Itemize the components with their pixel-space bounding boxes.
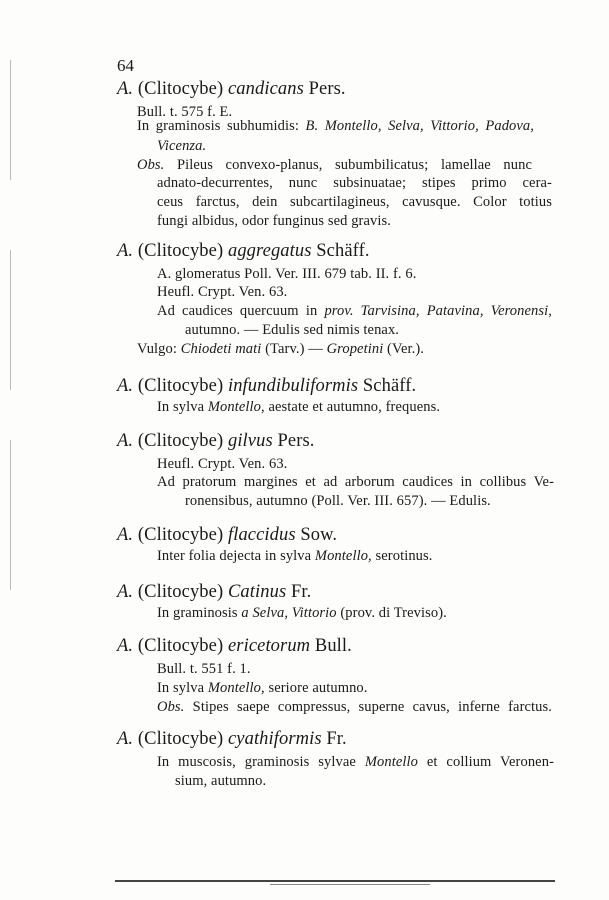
- entry-line: [157, 548, 433, 565]
- author: Fr.: [290, 582, 312, 602]
- entry-line: [157, 175, 552, 192]
- text: (Ver.).: [383, 341, 424, 357]
- species-name: ericetorum: [227, 636, 311, 656]
- species-name: Catinus: [227, 582, 287, 602]
- text: et collium Veronen-: [417, 754, 555, 770]
- text: Ad pratorum margines et ad arborum caudices in collibus Ve-: [157, 474, 554, 490]
- italic-text: Obs.: [157, 699, 185, 715]
- genus-abbrev: A.: [117, 582, 134, 602]
- entry-line: [137, 157, 532, 174]
- entry-line: [157, 699, 552, 716]
- subgenus: (Clitocybe): [137, 636, 224, 656]
- text: Heufl. Crypt. Ven. 63.: [157, 284, 288, 300]
- genus-abbrev: A.: [117, 241, 134, 261]
- page-edge: [10, 440, 11, 590]
- text: Bull. t. 551 f. 1.: [157, 661, 251, 677]
- text: sium, autumno.: [175, 773, 267, 789]
- text: In muscosis, graminosis sylvae: [157, 754, 365, 770]
- entry-line: [157, 456, 287, 473]
- entry-line: [175, 773, 266, 790]
- italic-text: Montello,: [207, 680, 265, 696]
- italic-text: prov. Tarvisina, Patavina, Veronensi,: [324, 303, 552, 319]
- entry-heading: [117, 431, 315, 452]
- entry-line: [157, 138, 206, 155]
- entry-heading: [117, 79, 346, 100]
- subgenus: (Clitocybe): [137, 431, 224, 451]
- entry-line: [137, 118, 534, 135]
- species-name: cyathiformis: [227, 729, 322, 749]
- entry-line: [157, 213, 391, 230]
- entry-line: [157, 303, 552, 320]
- italic-text: Gropetini: [326, 341, 384, 357]
- text: Vulgo:: [137, 341, 181, 357]
- author: Fr.: [326, 729, 347, 749]
- entry-line: [157, 284, 287, 301]
- entry-heading: [117, 525, 337, 546]
- italic-text: Montello,: [207, 399, 265, 415]
- text: Stipes saepe compressus, superne cavus, inferne farctus.: [184, 699, 552, 715]
- species-name: gilvus: [227, 431, 273, 451]
- genus-abbrev: A.: [117, 431, 134, 451]
- entry-line: [157, 754, 554, 771]
- text: Inter folia dejecta in sylva: [157, 548, 315, 564]
- entry-line: [157, 474, 554, 491]
- text: serotinus.: [371, 548, 433, 564]
- genus-abbrev: A.: [117, 376, 134, 396]
- italic-text: Montello: [364, 754, 418, 770]
- entry-line: [157, 399, 440, 416]
- entry-heading: [117, 241, 370, 262]
- text: (prov. di Treviso).: [336, 605, 447, 621]
- italic-text: B. Montello, Selva, Vittorio, Padova,: [305, 118, 535, 134]
- text: In sylva: [157, 680, 208, 696]
- entry-line: [185, 493, 491, 510]
- bottom-rule-secondary: [270, 884, 430, 885]
- entry-line: [185, 322, 399, 339]
- text: A. glomeratus Poll. Ver. III. 679 tab. II. f. 6.: [157, 266, 417, 282]
- text: seriore autumno.: [264, 680, 368, 696]
- author: Pers.: [308, 79, 346, 99]
- entry-heading: [117, 729, 347, 750]
- text: In graminosis subhumidis:: [137, 118, 306, 134]
- text: fungi albidus, odor funginus sed gravis.: [157, 213, 391, 229]
- entry-line: [157, 266, 416, 283]
- text: Ad caudices quercuum in: [157, 303, 325, 319]
- text: (Tarv.) —: [261, 341, 327, 357]
- entry-heading: [117, 636, 352, 657]
- entry-line: [157, 661, 251, 678]
- subgenus: (Clitocybe): [137, 376, 224, 396]
- author: Schäff.: [316, 241, 370, 261]
- text: adnato-decurrentes, nunc subsinuatae; stipes primo cera-: [157, 175, 552, 191]
- italic-text: a Selva, Vittorio: [241, 605, 337, 621]
- author: Schäff.: [362, 376, 417, 396]
- italic-text: Montello,: [314, 548, 372, 564]
- species-name: infundibuliformis: [227, 376, 359, 396]
- text: In sylva: [157, 399, 208, 415]
- text: aestate et autumno, frequens.: [264, 399, 441, 415]
- genus-abbrev: A.: [117, 525, 134, 545]
- genus-abbrev: A.: [117, 636, 134, 656]
- subgenus: (Clitocybe): [137, 79, 224, 99]
- page-number: 64: [117, 56, 134, 75]
- italic-text: Chiodeti mati: [180, 341, 262, 357]
- entry-heading: [117, 582, 311, 603]
- italic-text: Vicenza.: [157, 138, 207, 154]
- text: ceus farctus, dein subcartilagineus, cavusque. Color totius: [157, 194, 552, 210]
- text: Heufl. Crypt. Ven. 63.: [157, 456, 288, 472]
- species-name: aggregatus: [227, 241, 312, 261]
- author: Pers.: [277, 431, 315, 451]
- italic-text: Obs.: [137, 157, 165, 173]
- page-edge: [10, 250, 11, 390]
- entry-heading: [117, 376, 416, 397]
- text: In graminosis: [157, 605, 242, 621]
- genus-abbrev: A.: [117, 79, 134, 99]
- entry-line: [157, 680, 368, 697]
- bottom-rule: [115, 880, 555, 882]
- text: autumno. — Edulis sed nimis tenax.: [185, 322, 400, 338]
- genus-abbrev: A.: [117, 729, 134, 749]
- subgenus: (Clitocybe): [137, 582, 224, 602]
- page-edge: [10, 60, 11, 180]
- entry-line: [157, 194, 552, 211]
- text: Pileus convexo-planus, subumbilicatus; lamellae nunc: [164, 157, 532, 173]
- species-name: candicans: [227, 79, 304, 99]
- author: Sow.: [300, 525, 338, 545]
- subgenus: (Clitocybe): [137, 241, 224, 261]
- text: ronensibus, autumno (Poll. Ver. III. 657). — Edulis.: [185, 493, 491, 509]
- text: Bull. t. 575 f. E.: [137, 104, 233, 120]
- entry-line: [157, 605, 447, 622]
- entry-line: [137, 341, 424, 358]
- subgenus: (Clitocybe): [137, 525, 224, 545]
- species-name: flaccidus: [227, 525, 296, 545]
- author: Bull.: [314, 636, 352, 656]
- subgenus: (Clitocybe): [137, 729, 224, 749]
